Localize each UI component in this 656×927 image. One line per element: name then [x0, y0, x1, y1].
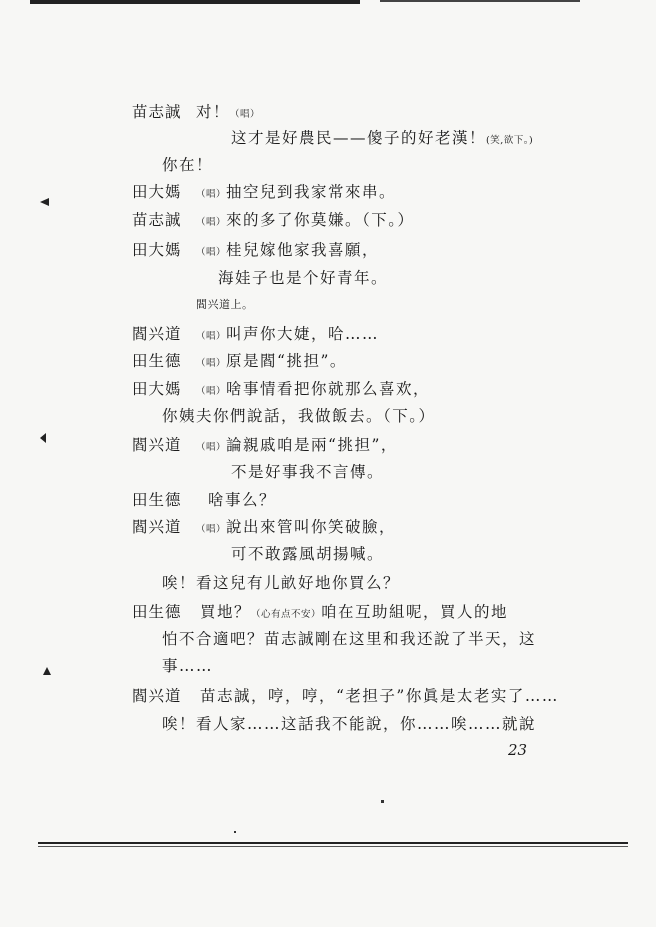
speaker-name: 苗志誠 — [132, 103, 182, 121]
bottom-rule-thin — [38, 846, 628, 847]
speaker-name: 田大媽 — [132, 183, 182, 201]
line-text: 怕不合適吧？苗志誠剛在这里和我还說了半天，这 — [162, 630, 537, 648]
line-text: 買地？（心有点不安）咱在互助組呢，買人的地 — [200, 603, 509, 621]
line-text: （唱）論親戚咱是兩“挑担”， — [196, 436, 398, 454]
ink-speck — [381, 800, 384, 803]
line-text: （唱）來的多了你莫嫌。（下。） — [196, 211, 415, 229]
line-text: 你在！ — [162, 156, 214, 174]
line-text: 唉！看人家……这話我不能說，你……唉……就說 — [162, 715, 537, 733]
margin-mark — [40, 433, 46, 443]
page-number: 23 — [508, 741, 528, 759]
line-text: （唱）說出來管叫你笑破臉， — [196, 518, 397, 536]
ink-speck — [234, 831, 236, 833]
line-text: 对！（唱） — [196, 103, 261, 121]
speaker-name: 田大媽 — [132, 241, 182, 259]
speaker-name: 閻兴道 — [132, 518, 182, 536]
line-text: 事…… — [162, 657, 214, 675]
line-text: 唉！看这兒有儿畝好地你買么？ — [162, 574, 401, 592]
line-text: （唱）叫声你大婕，哈…… — [196, 325, 380, 343]
margin-mark — [40, 198, 49, 206]
speaker-name: 苗志誠 — [132, 211, 182, 229]
speaker-name: 閻兴道 — [132, 687, 182, 705]
speaker-name: 田生德 — [132, 603, 182, 621]
line-text: （唱）抽空兒到我家常來串。 — [196, 183, 397, 201]
bottom-rule — [38, 842, 628, 844]
line-text: （唱）啥事情看把你就那么喜欢， — [196, 380, 431, 398]
top-rule — [30, 0, 360, 4]
line-text: 啥事么？ — [208, 491, 277, 509]
line-text: 苗志誠，哼，哼，“老担子”你眞是太老实了…… — [200, 687, 559, 705]
speaker-name: 田生德 — [132, 491, 182, 509]
line-text: 海娃子也是个好青年。 — [218, 269, 389, 287]
speaker-name: 閻兴道 — [132, 325, 182, 343]
line-text: （唱）原是閻“挑担”。 — [196, 352, 347, 370]
top-rule-faint — [380, 0, 580, 2]
stage-direction: 閻兴道上。 — [196, 298, 254, 311]
line-text: （唱）桂兒嫁他家我喜願， — [196, 241, 380, 259]
line-text: 你姨夫你們說話，我做飯去。（下。） — [162, 407, 436, 425]
line-text: 可不敢露風胡揚喊。 — [231, 545, 385, 563]
line-text: 这才是好農民——傻子的好老漢！(笑,欲下。) — [231, 129, 534, 147]
line-text: 不是好事我不言傳。 — [231, 463, 385, 481]
speaker-name: 田大媽 — [132, 380, 182, 398]
margin-mark — [43, 667, 51, 675]
speaker-name: 田生德 — [132, 352, 182, 370]
speaker-name: 閻兴道 — [132, 436, 182, 454]
